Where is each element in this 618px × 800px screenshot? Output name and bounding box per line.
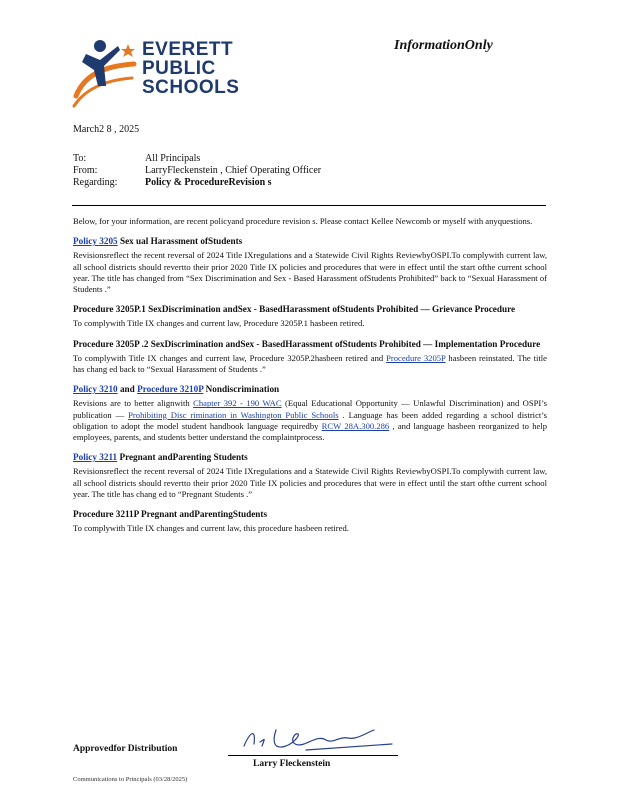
rcw-link[interactable]: RCW 28A.300.286 [321, 420, 390, 431]
signatory-name: Larry Fleckenstein [253, 759, 331, 769]
logo-figure-icon [72, 36, 142, 111]
regarding-value: Policy & ProcedureRevision s [145, 177, 272, 188]
information-only-label: InformationOnly [394, 38, 493, 53]
procedure-3210p-link[interactable]: Procedure 3210P [137, 384, 204, 395]
page-footer: Communications to Principals (03/28/2025) [73, 776, 188, 783]
signature-icon [236, 722, 396, 756]
memo-header: To: All Principals From: LarryFleckenstein , Chief Operating Officer Regarding: Policy & ProcedureRevision s [73, 153, 322, 188]
from-value: LarryFleckenstein , Chief Operating Officer [145, 165, 322, 176]
procedure-3205p-link[interactable]: Procedure 3205P [386, 352, 446, 363]
logo-wordmark: EVERETT PUBLIC SCHOOLS [142, 39, 240, 98]
approval-label: Approvedfor Distribution [73, 744, 178, 754]
policy-3205-link[interactable]: Policy 3205 [73, 236, 118, 247]
district-logo [72, 36, 252, 111]
header-divider [72, 205, 546, 206]
section-procedure-3211p: Procedure 3211P Pregnant andParentingStudents To complywith Title IX changes and current law, this procedure hasbeen retired. [73, 509, 349, 534]
memo-body [73, 216, 547, 534]
section-policy-3211: Policy 3211 Pregnant andParenting Students Revisionsreflect the recent reversal of 2024 Title IXregulations and a Statewide Civil Rights ReviewbyOSPI.To complywith current law, all school districts should revertto their prior 2020 Title IX policies and procedures that were in effect until the start ofthe current school year. The title has chang ed to “Pregnant Students .” [73, 452, 547, 499]
section-procedure-3205p1: Procedure 3205P.1 SexDiscrimination andSex - BasedHarassment ofStudents Prohibited — Grievance Procedure To complywith Title IX changes and current law, Procedure 3205P.1 hasbeen retired. [73, 304, 516, 329]
section-procedure-3205p2: Procedure 3205P .2 SexDiscrimination andSex - BasedHarassment ofStudents Prohibited — Implementation Procedure To complywith Title IX changes and current law, Procedure 3205P.2hasbeen retired and Procedure 3205P hasbeen reinstated. The title has chang ed back to “Sexual Harassment of Students .” [73, 338, 547, 375]
policy-3210-link[interactable]: Policy 3210 [73, 384, 118, 395]
intro-paragraph: Below, for your information, are recent policyand procedure revision s. Please contact Kellee Newcomb or myself with anyquestions. [73, 216, 533, 226]
memo-date: March2 8 , 2025 [73, 124, 140, 135]
section-policy-3210: Policy 3210 and Procedure 3210P Nondiscrimination Revisions are to better alignwith Chapter 392 - 190 WAC (Equal Educational Opportunity — Unlawful Discrimination) and OSPI’s publication — Prohibiting Disc rimination in Washington Public Schools . Language has been added regarding a school district’s obligation to adopt the model student handbook language requiredby RCW 28A.300.286 , and language hasbeen reorganized to help employees, parents, and students better understand the complaintprocess. [73, 384, 548, 443]
signature-line [228, 755, 398, 756]
ospi-publication-link[interactable]: Prohibiting Disc rimination in Washington Public Schools [128, 409, 339, 420]
policy-3211-link[interactable]: Policy 3211 [73, 452, 118, 463]
wac-link[interactable]: Chapter 392 - 190 WAC [193, 398, 282, 409]
to-value: All Principals [145, 153, 201, 164]
section-policy-3205: Policy 3205 Sex ual Harassment ofStudents Revisionsreflect the recent reversal of 2024 Title IXregulations and a Statewide Civil Rights ReviewbyOSPI.To complywith current law, all school districts should revertto their prior 2020 Title IX policies and procedures that were in effect until the start ofthe current school year. The title has changed from “Sex Discrimination and Sex - Based Harassment ofStudents Prohibited” back to “Sexual Harassment of Students .” [73, 236, 547, 295]
